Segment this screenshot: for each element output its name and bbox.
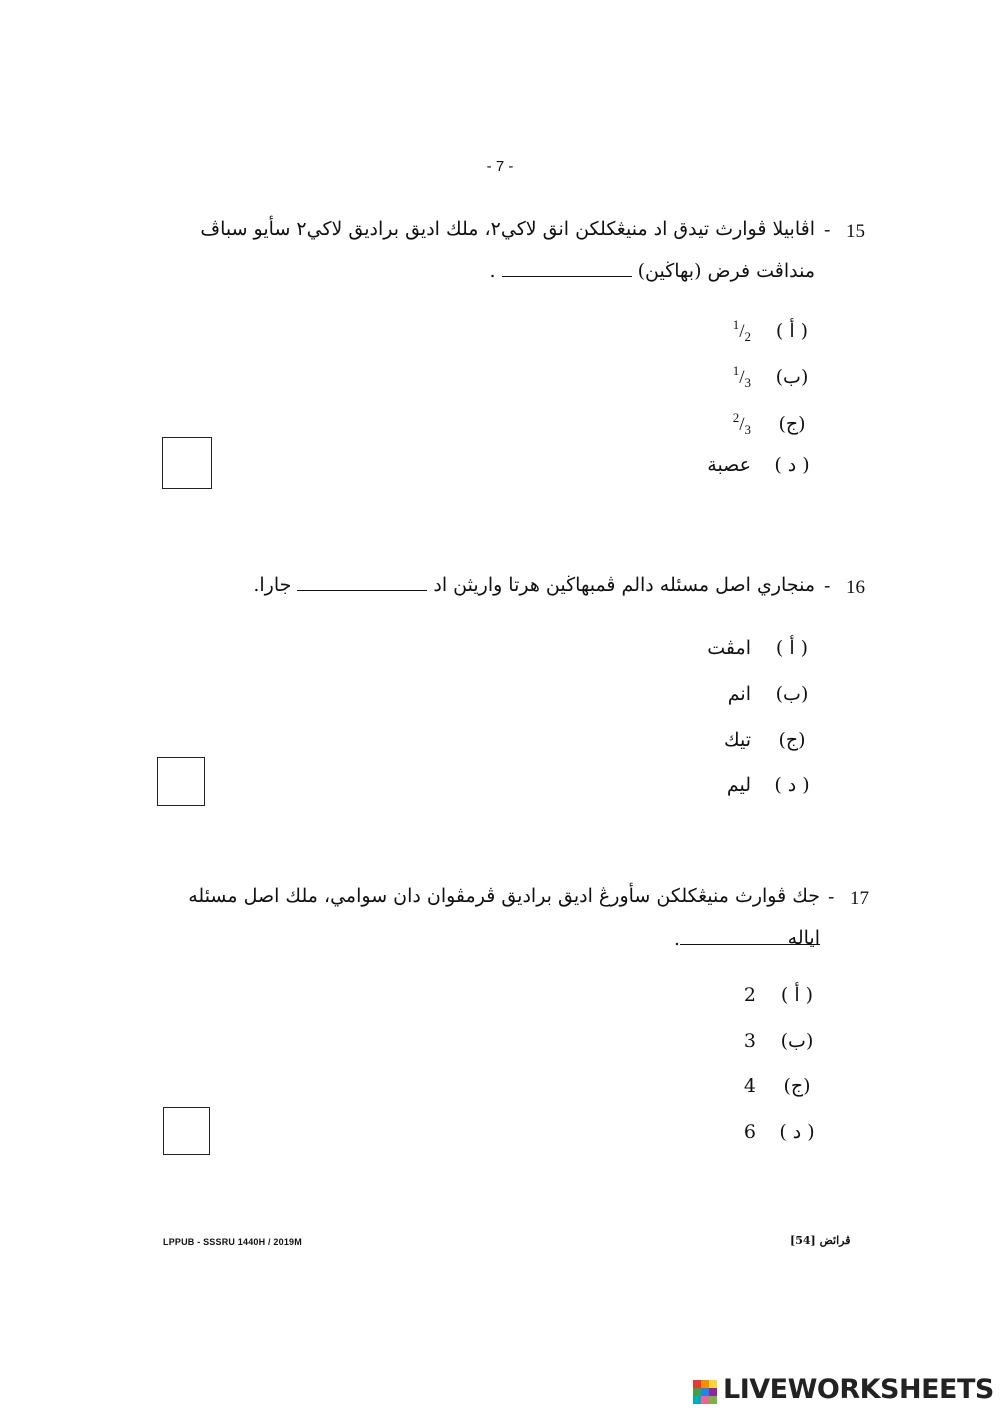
question-15-line2-text: منداڤت فرض (بهاڬين) — [637, 260, 815, 282]
option-value: 2 — [743, 984, 756, 1006]
option-label: ( د ) — [774, 774, 810, 796]
question-15-option-b — [640, 356, 815, 390]
question-15-option-d — [640, 450, 815, 480]
question-15-answer-box[interactable] — [162, 437, 212, 489]
liveworksheets-wordmark: LIVEWORKSHEETS — [723, 1374, 994, 1405]
fraction-denominator: 3 — [744, 375, 751, 390]
question-17-line2 — [600, 918, 820, 960]
option-label: (ج) — [778, 729, 806, 751]
logo-grid-square — [693, 1380, 701, 1388]
question-16-option-d — [640, 770, 815, 800]
logo-grid-square — [693, 1388, 701, 1396]
fraction-numerator: 2 — [732, 410, 740, 425]
fraction-value: $^2/_3$ — [732, 410, 751, 437]
option-label: (ب) — [780, 1030, 814, 1052]
option-label: ( أ ) — [775, 320, 809, 342]
question-17-dash: - — [828, 886, 835, 908]
fraction-value: $^1/_3$ — [732, 363, 751, 390]
option-value: 6 — [743, 1121, 756, 1143]
question-16-text-after: جارا. — [253, 574, 292, 596]
question-16-option-a — [640, 633, 815, 663]
fraction-numerator: 1 — [732, 363, 740, 378]
question-17-option-b — [640, 1026, 820, 1056]
question-16-option-c — [640, 725, 815, 755]
question-15-number: 15 — [846, 221, 865, 242]
question-17-line1: جك ڤوارث منيڠكلكن سأورڠ اديق براديق ڤرمڤوان دان سوامي، ملك اصل مسئله اياله — [188, 885, 820, 949]
question-17-option-c — [640, 1071, 820, 1101]
logo-grid-square — [701, 1396, 709, 1404]
option-label: (ج) — [778, 413, 806, 435]
question-15-blank — [502, 262, 632, 277]
option-label: ( د ) — [779, 1121, 815, 1143]
page-number: - 7 - — [486, 158, 514, 175]
option-value: 3 — [743, 1030, 756, 1052]
question-15-end: . — [489, 260, 496, 282]
question-17-number: 17 — [850, 888, 869, 909]
option-label: ( أ ) — [775, 637, 809, 659]
question-16-text-before: منجاري اصل مسئله دالم ڤمبهاڬين هرتا واريثن اد — [433, 574, 815, 596]
option-value: تيك — [723, 729, 751, 751]
option-label: ( أ ) — [780, 984, 814, 1006]
question-17-option-d — [640, 1117, 820, 1147]
logo-grid-square — [701, 1388, 709, 1396]
logo-grid-square — [709, 1380, 717, 1388]
question-17-end: . — [673, 928, 680, 950]
question-17-answer-box[interactable] — [163, 1107, 210, 1155]
option-label: (ج) — [783, 1075, 811, 1097]
option-label: ( د ) — [774, 454, 810, 476]
logo-grid-square — [693, 1396, 701, 1404]
question-15-line2 — [300, 250, 815, 292]
question-17-option-a — [640, 980, 820, 1010]
question-15-option-a — [640, 310, 815, 344]
fraction-value: $^1/_2$ — [732, 317, 751, 344]
question-16-text — [200, 564, 815, 606]
option-label: (ب) — [775, 683, 809, 705]
question-15-line1: اڤابيلا ڤوارث تيدق اد منيڠكلكن انق لاكي٢، ملك اديق براديق لاكي٢ سأيو سباڤ — [200, 218, 815, 240]
fraction-denominator: 3 — [744, 422, 751, 437]
option-value: انم — [727, 683, 751, 705]
footer-subject: ڤرائض [54] — [790, 1234, 851, 1247]
liveworksheets-logo — [693, 1372, 993, 1412]
question-16-option-b — [640, 679, 815, 709]
option-value: عصبة — [707, 454, 751, 476]
liveworksheets-grid-icon — [693, 1380, 717, 1404]
option-value: 4 — [743, 1075, 756, 1097]
option-value: ليم — [726, 774, 751, 796]
logo-grid-square — [701, 1380, 709, 1388]
logo-grid-square — [709, 1388, 717, 1396]
logo-grid-square — [709, 1396, 717, 1404]
question-16-blank — [297, 576, 427, 591]
question-16-dash: - — [824, 575, 831, 597]
question-16-number: 16 — [846, 577, 865, 598]
footer-exam-code: LPPUB - SSSRU 1440H / 2019M — [163, 1237, 302, 1247]
option-label: (ب) — [775, 366, 809, 388]
question-15-dash: - — [824, 219, 831, 241]
question-15-option-c — [640, 403, 815, 437]
question-17-blank — [680, 930, 820, 945]
fraction-numerator: 1 — [732, 317, 740, 332]
question-16-answer-box[interactable] — [157, 757, 205, 806]
fraction-denominator: 2 — [744, 329, 751, 344]
option-value: امڤت — [707, 637, 751, 659]
